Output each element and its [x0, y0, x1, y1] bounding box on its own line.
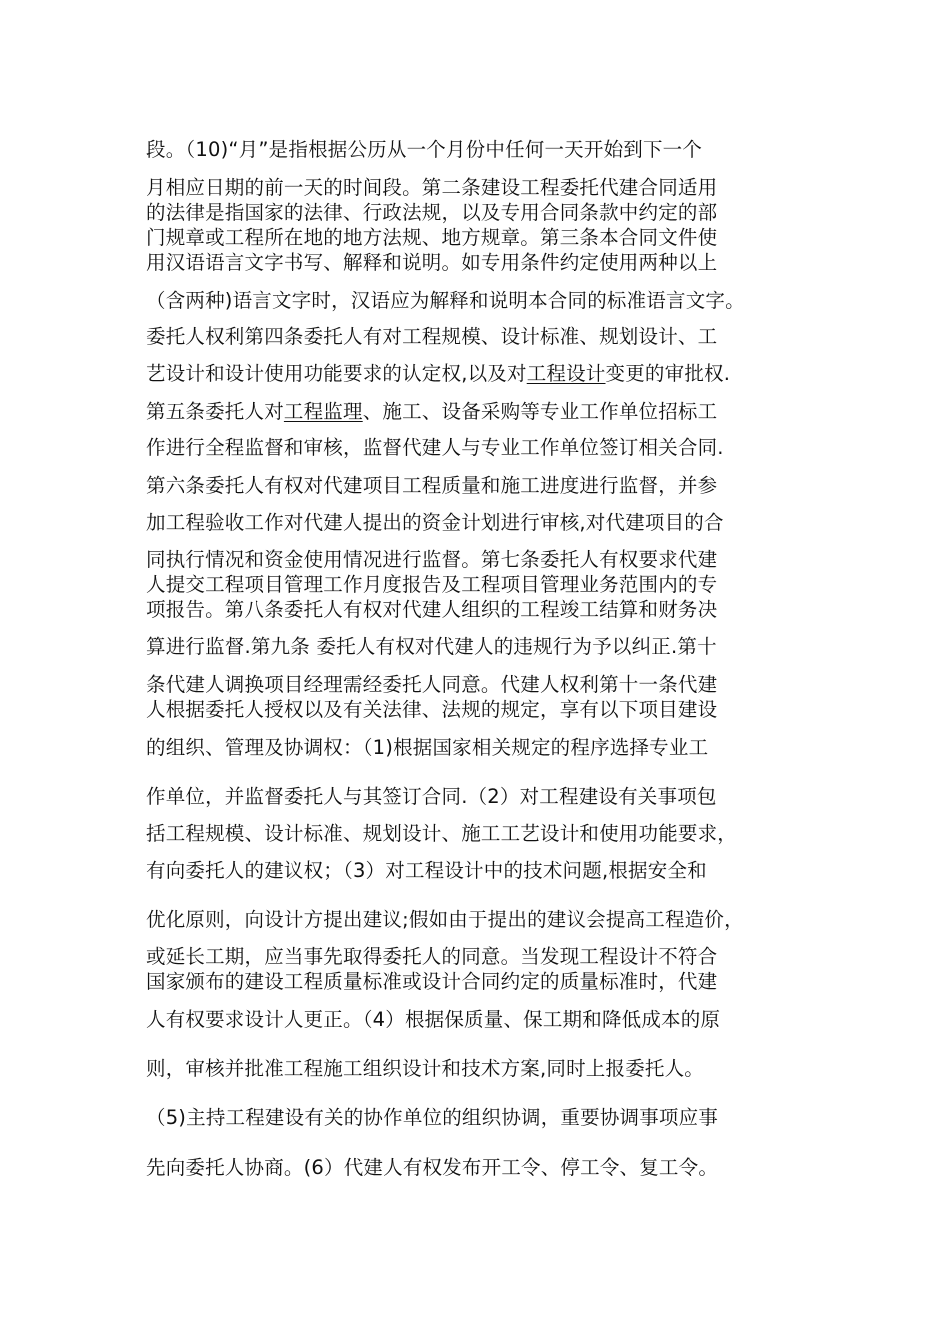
text-run: 委托人权利第四条委托人有对工程规模、设计标准、规划设计、工	[146, 325, 718, 348]
text-run: 优化原则，向设计方提出建议;假如由于提出的建议会提高工程造价，	[146, 908, 744, 931]
text-line	[146, 362, 826, 386]
underlined-term: 工程设计	[526, 362, 606, 385]
text-line	[146, 289, 826, 313]
text-line	[146, 400, 826, 424]
text-run: 人有权要求设计人更正。（4）根据保质量、保工期和降低成本的原	[146, 1008, 721, 1031]
text-line	[146, 598, 826, 622]
text-line	[146, 1057, 826, 1081]
text-line	[146, 970, 826, 994]
text-run: 括工程规模、设计标准、规划设计、施工工艺设计和使用功能要求，	[146, 822, 738, 845]
text-line	[146, 908, 826, 932]
text-run: 段。（10)“月”是指根据公历从一个月份中任何一天开始到下一个	[146, 138, 703, 161]
text-line	[146, 1106, 826, 1130]
text-line	[146, 176, 826, 200]
text-line	[146, 548, 826, 572]
text-run: 门规章或工程所在地的地方法规、地方规章。第三条本合同文件使	[146, 226, 718, 249]
text-run: 算进行监督.第九条 委托人有权对代建人的违规行为予以纠正.第十	[146, 635, 717, 658]
text-run: 人根据委托人授权以及有关法律、法规的规定，享有以下项目建设	[146, 698, 718, 721]
text-line	[146, 226, 826, 250]
text-run: 则，审核并批准工程施工组织设计和技术方案,同时上报委托人。	[146, 1057, 704, 1080]
text-run: 先向委托人协商。(6）代建人有权发布开工令、停工令、复工令。	[146, 1156, 719, 1179]
text-run: 国家颁布的建设工程质量标准或设计合同约定的质量标准时，代建	[146, 970, 718, 993]
text-line	[146, 785, 826, 809]
text-run: 艺设计和设计使用功能要求的认定权,以及对	[146, 362, 527, 385]
text-run: 第五条委托人对	[146, 400, 284, 423]
text-run: 作进行全程监督和审核，监督代建人与专业工作单位签订相关合同.	[146, 436, 724, 459]
text-run: 、施工、设备采购等专业工作单位招标工	[362, 400, 718, 423]
text-run: 项报告。第八条委托人有权对代建人组织的工程竣工结算和财务决	[146, 598, 718, 621]
text-line	[146, 251, 826, 275]
text-line	[146, 573, 826, 597]
text-line	[146, 436, 826, 460]
text-line	[146, 698, 826, 722]
text-line	[146, 1156, 826, 1180]
text-line	[146, 635, 826, 659]
text-run: 第六条委托人有权对代建项目工程质量和施工进度进行监督，并参	[146, 474, 718, 497]
text-run: 的法律是指国家的法律、行政法规，以及专用合同条款中约定的部	[146, 201, 718, 224]
text-line	[146, 201, 826, 225]
text-run: 作单位，并监督委托人与其签订合同.（2）对工程建设有关事项包	[146, 785, 717, 808]
text-line	[146, 325, 826, 349]
text-run: 用汉语语言文字书写、解释和说明。如专用条件约定使用两种以上	[146, 251, 718, 274]
text-run: 有向委托人的建议权；（3）对工程设计中的技术问题,根据安全和	[146, 859, 707, 882]
text-run: （含两种)语言文字时，汉语应为解释和说明本合同的标准语言文字。	[146, 289, 745, 312]
text-line	[146, 822, 826, 846]
text-line	[146, 673, 826, 697]
text-run: 条代建人调换项目经理需经委托人同意。代建人权利第十一条代建	[146, 673, 718, 696]
text-run: 加工程验收工作对代建人提出的资金计划进行审核,对代建项目的合	[146, 511, 724, 534]
text-line	[146, 138, 826, 162]
text-run: 人提交工程项目管理工作月度报告及工程项目管理业务范围内的专	[146, 573, 718, 596]
text-run: 变更的审批权.	[605, 362, 731, 385]
underlined-term: 工程监理	[283, 400, 363, 423]
text-line	[146, 474, 826, 498]
text-run: 同执行情况和资金使用情况进行监督。第七条委托人有权要求代建	[146, 548, 718, 571]
text-line	[146, 1008, 826, 1032]
text-line	[146, 736, 826, 760]
text-run: 的组织、管理及协调权：（1)根据国家相关规定的程序选择专业工	[146, 736, 709, 759]
text-run: 月相应日期的前一天的时间段。第二条建设工程委托代建合同适用	[146, 176, 718, 199]
text-line	[146, 859, 826, 883]
text-line	[146, 945, 826, 969]
text-run: 或延长工期，应当事先取得委托人的同意。当发现工程设计不符合	[146, 945, 718, 968]
text-run: （5)主持工程建设有关的协作单位的组织协调，重要协调事项应事	[146, 1106, 719, 1129]
text-line	[146, 511, 826, 535]
